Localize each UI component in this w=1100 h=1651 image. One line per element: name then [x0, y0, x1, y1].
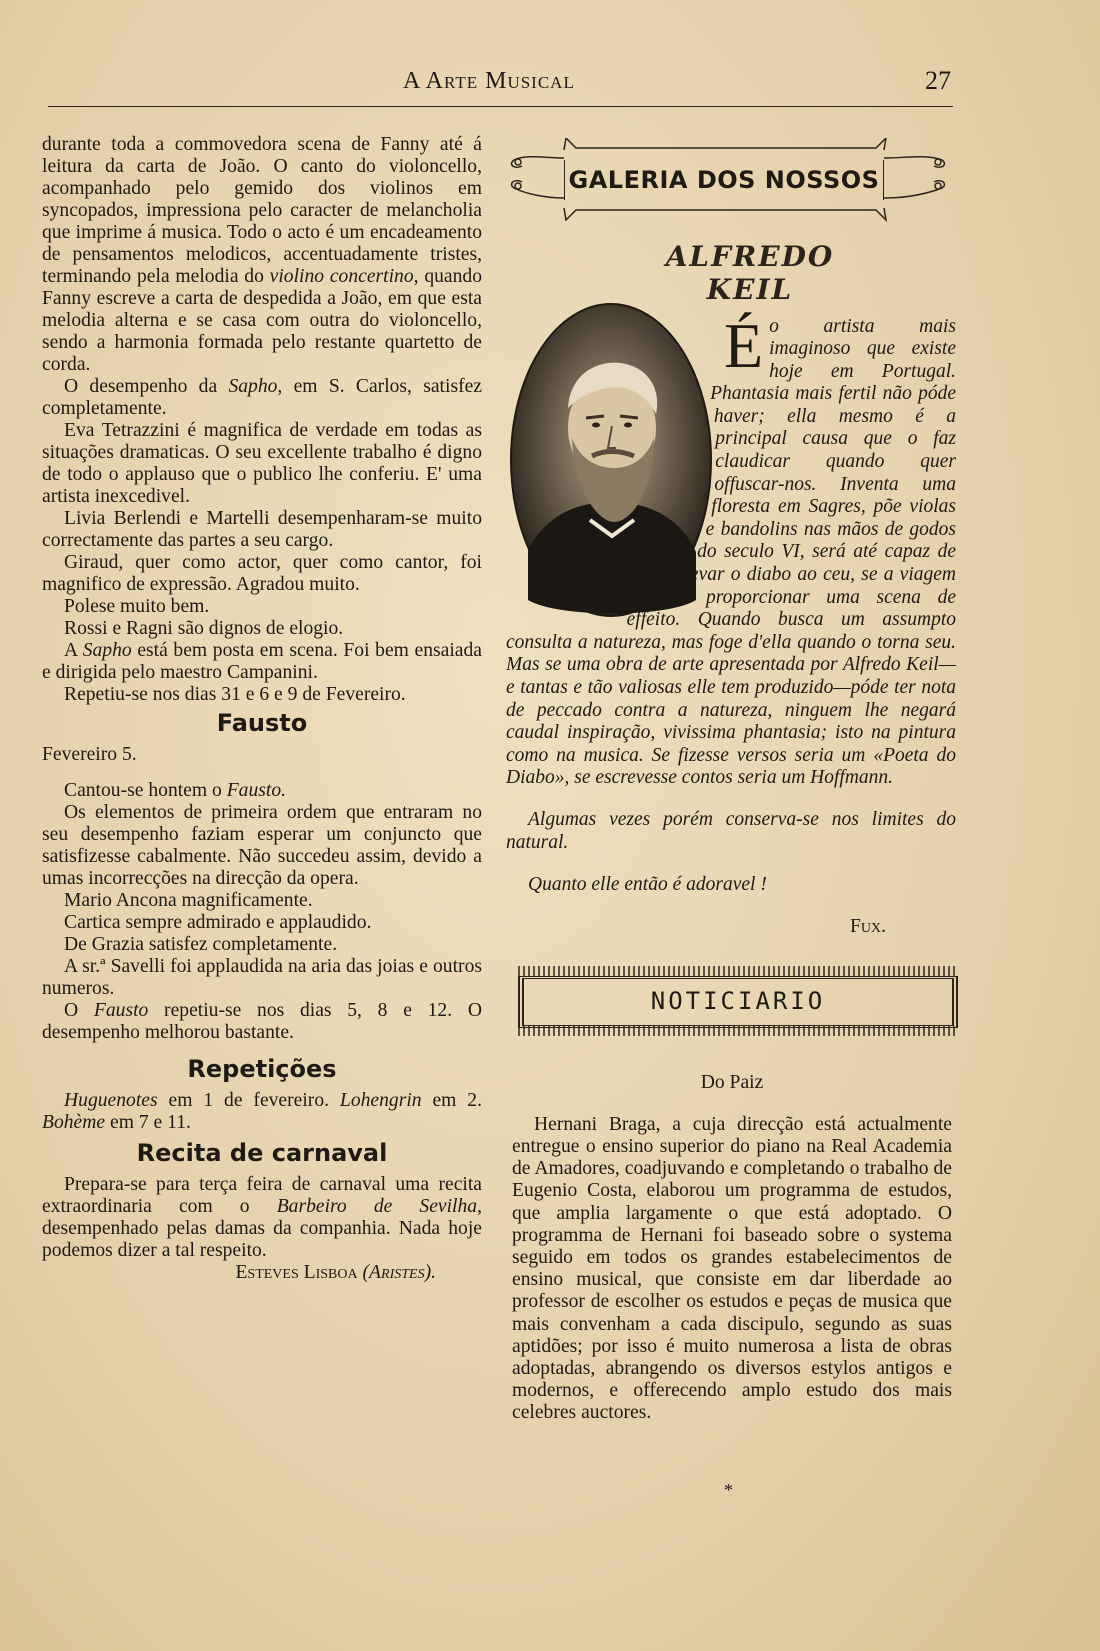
paragraph: Éo artista mais imaginoso que existe hoje em Portugal. Phantasia mais fertil não póde haver; ella mesmo é a principal causa que o faz claudicar quando quer offuscar-nos. Inventa uma floresta em Sagres, põe violas e bandolins nas mãos de godos do seculo VI, será até capaz de levar o diabo ao ceu, se a viagem lhe proporcionar uma scena de effeito. Quando busca um assumpto consulta a natureza, mas foge d'ella quando o torna seu. Mas se uma obra de arte apresentada por Alfredo Keil—e tantas e tão valiosas elle tem produzido—póde ter nota de peccado contra a natureza, ninguem lhe negará caudal inspiração, vivissima phantasia; isto na pintura como na musica. Se fizesse versos seria um «Poeta do Diabo», se escrevesse contos seria um Hoffmann. [506, 309, 956, 789]
noticiario-title: NOTICIARIO [518, 976, 958, 1028]
paragraph: Rossi e Ragni são dignos de elogio. [64, 618, 344, 639]
ornament-stripe [518, 1026, 958, 1036]
left-column [42, 134, 482, 1284]
noticia-section [512, 1052, 952, 1444]
paragraph: Huguenotes em 1 de fevereiro. Lohengrin em 2. Bohème em 7 e 11. [42, 1090, 482, 1133]
paragraph: A sr.ª Savelli foi applaudida na aria das joias e outros numeros. [42, 956, 482, 999]
signature: Esteves Lisboa (Aristes). [235, 1262, 436, 1283]
dateline: Fevereiro 5. [42, 744, 137, 765]
paragraph: O Fausto repetiu-se nos dias 5, 8 e 12. O desempenho melhorou bastante. [42, 1000, 482, 1043]
section-heading-recita: Recita de carnaval [136, 1139, 388, 1167]
paragraph: Algumas vezes porém conserva-se nos limites do natural. [506, 809, 956, 854]
article-signature: Fux. [850, 916, 886, 938]
paragraph: Hernani Braga, a cuja direcção está actualmente entregue o ensino superior do piano na Real Academia de Amadores, coadjuvando e completando o trabalho de Eugenio Costa, elaborou um programma de estudos, que amplia largamente o que está adoptado. O programma de Hernani foi baseado sobre o systema seguido em todos os grandes estabelecimentos de ensino musical, que consiste em dar liberdade ao professor de escolher os estudos e peças de musica que mais convenham a cada discipulo, segundo as suas aptidões; por isso é muito numerosa a lista de obras adoptadas, abrangendo os diversos estylos antigos e modernos, e offerecendo amplo estudo dos mais celebres auctores. [512, 1113, 952, 1424]
paragraph: durante toda a commovedora scena de Fanny até á leitura da carta de João. O canto do violoncello, acompanhado pelo gemido dos violinos em syncopados, impressiona pelo caracter de melancholia que imprime á musica. Todo o acto é um encadeamento de pensamentos melodicos, accentuadamente tristes, terminando pela melodia do violino concertino, quando Fanny escreve a carta de despedida a João, em que esta melodia alterna e se casa com outra do violoncello, sendo a harmonia formada pelo restante quartetto de corda. [42, 134, 482, 375]
paragraph: Repetiu-se nos dias 31 e 6 e 9 de Fevereiro. [64, 684, 406, 705]
subheading-do-paiz: Do Paiz [700, 1071, 764, 1093]
subject-name-title: ALFREDO KEIL [665, 240, 835, 306]
page-header [48, 60, 953, 107]
page-number: 27 [925, 66, 951, 95]
paragraph: A Sapho está bem posta em scena. Foi bem ensaiada e dirigida pelo maestro Campanini. [42, 640, 482, 683]
noticiario-banner [512, 964, 952, 1036]
ornament-stripe [518, 966, 958, 976]
paragraph: Livia Berlendi e Martelli desempenharam-se muito correctamente das partes a seu cargo. [42, 508, 482, 551]
section-heading-fausto: Fausto [216, 709, 308, 737]
article-alfredo-keil [506, 296, 956, 958]
paragraph: Cantou-se hontem o Fausto. [64, 780, 287, 801]
paragraph: Os elementos de primeira ordem que entraram no seu desempenho faziam esperar um conjuncto que satisfizesse cabalmente. Não succedeu assim, devido a umas incorrecções na direcção da opera. [42, 802, 482, 889]
paragraph: De Grazia satisfez completamente. [64, 934, 338, 955]
paragraph: Quanto elle então é adoravel ! [528, 874, 767, 896]
paragraph: Prepara-se para terça feira de carnaval uma recita extraordinaria com o Barbeiro de Sevilha, desempenhado pelas damas da companhia. Nada hoje podemos dizer a tal respeito. [42, 1174, 482, 1261]
paragraph: Polese muito bem. [64, 596, 210, 617]
drop-cap: É [724, 309, 764, 381]
paragraph: Mario Ancona magnificamente. [64, 890, 313, 911]
journal-title: A Arte Musical [403, 68, 575, 94]
galeria-title: GALERIA DOS NOSSOS [564, 160, 884, 200]
paragraph: O desempenho da Sapho, em S. Carlos, satisfez completamente. [42, 376, 482, 419]
paragraph: Giraud, quer como actor, quer como cantor, foi magnifico de expressão. Agradou muito. [42, 552, 482, 595]
paragraph: Eva Tetrazzini é magnifica de verdade em todas as situações dramaticas. O seu excellente trabalho é digno de todo o applauso que o publico lhe conferiu. E' uma artista inexcedivel. [42, 420, 482, 507]
paragraph: Cartica sempre admirado e applaudido. [64, 912, 372, 933]
section-heading-repeticoes: Repetições [187, 1055, 337, 1083]
asterisk-ornament-icon: * [724, 1480, 733, 1500]
galeria-header [506, 138, 956, 238]
